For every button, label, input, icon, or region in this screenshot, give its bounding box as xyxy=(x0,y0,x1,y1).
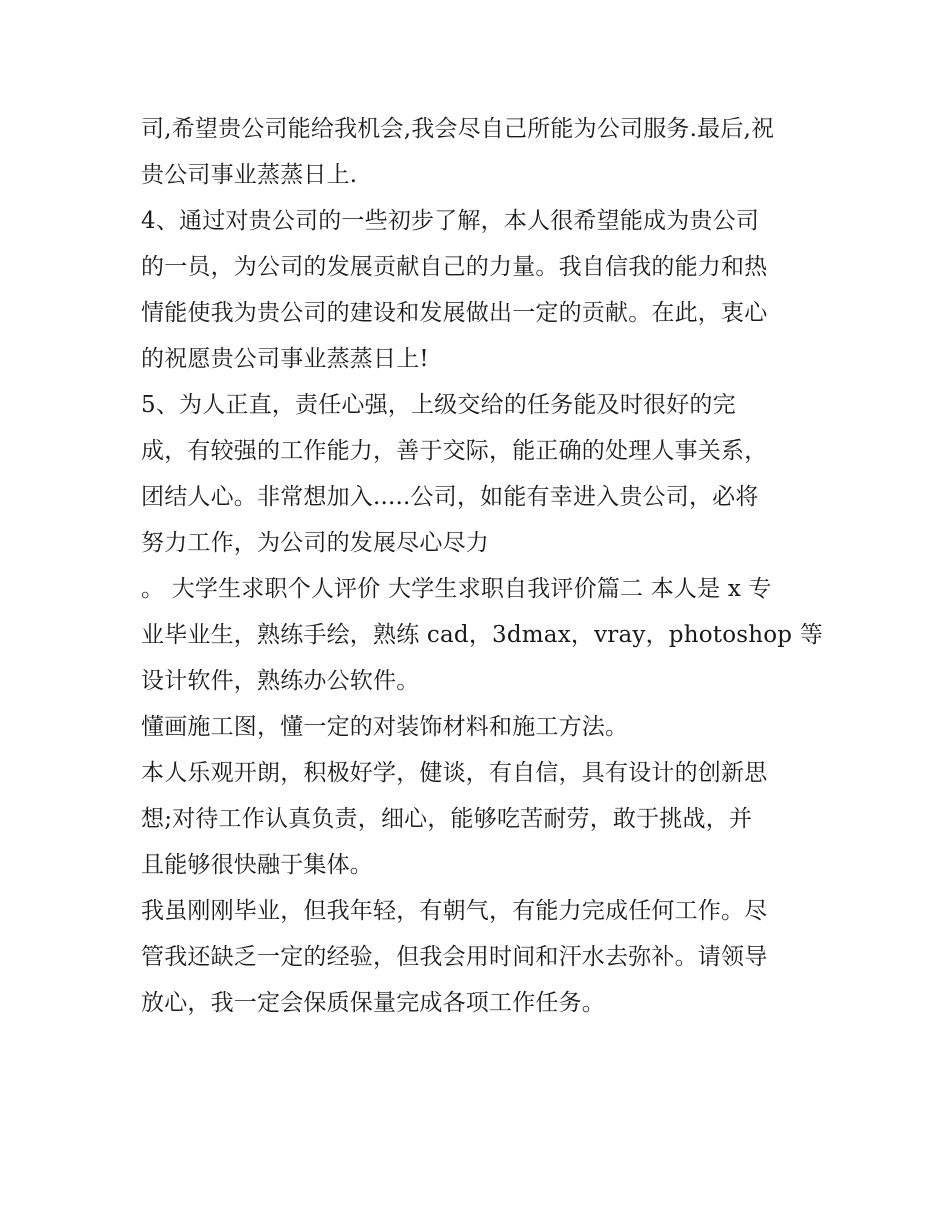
text-line: 想;对待工作认真负责，细心，能够吃苦耐劳，敢于挑战，并 xyxy=(141,806,753,832)
text-line: 管我还缺乏一定的经验，但我会用时间和汗水去弥补。请领导 xyxy=(141,944,768,970)
text-line: 5、为人正直，责任心强，上级交给的任务能及时很好的完 xyxy=(141,392,736,418)
text-line: 成，有较强的工作能力，善于交际，能正确的处理人事关系， xyxy=(141,438,768,464)
document-body xyxy=(141,106,821,1026)
text-line: 。 大学生求职个人评价 大学生求职自我评价篇二 本人是 x 专 xyxy=(141,576,772,602)
text-line: 我虽刚刚毕业，但我年轻，有朝气，有能力完成任何工作。尽 xyxy=(141,898,768,924)
text-line: 放心，我一定会保质保量完成各项工作任务。 xyxy=(141,990,605,1016)
text-line: 业毕业生，熟练手绘，熟练 cad，3dmax，vray，photoshop 等 xyxy=(141,622,823,648)
text-line: 情能使我为贵公司的建设和发展做出一定的贡献。在此，衷心 xyxy=(141,300,768,326)
text-line: 团结人心。非常想加入.....公司，如能有幸进入贵公司，必将 xyxy=(141,484,759,510)
text-line: 的祝愿贵公司事业蒸蒸日上! xyxy=(141,346,429,372)
text-line: 的一员，为公司的发展贡献自己的力量。我自信我的能力和热 xyxy=(141,254,768,280)
text-line: 4、通过对贵公司的一些初步了解，本人很希望能成为贵公司 xyxy=(141,208,760,234)
text-line: 本人乐观开朗，积极好学，健谈，有自信，具有设计的创新思 xyxy=(141,760,768,786)
text-line: 设计软件，熟练办公软件。 xyxy=(141,668,420,694)
text-line: 贵公司事业蒸蒸日上. xyxy=(141,162,358,188)
text-line: 且能够很快融于集体。 xyxy=(141,852,373,878)
text-line: 懂画施工图，懂一定的对装饰材料和施工方法。 xyxy=(141,714,629,740)
text-line: 司,希望贵公司能给我机会,我会尽自己所能为公司服务.最后,祝 xyxy=(141,116,775,142)
text-line: 努力工作，为公司的发展尽心尽力 xyxy=(141,530,489,556)
